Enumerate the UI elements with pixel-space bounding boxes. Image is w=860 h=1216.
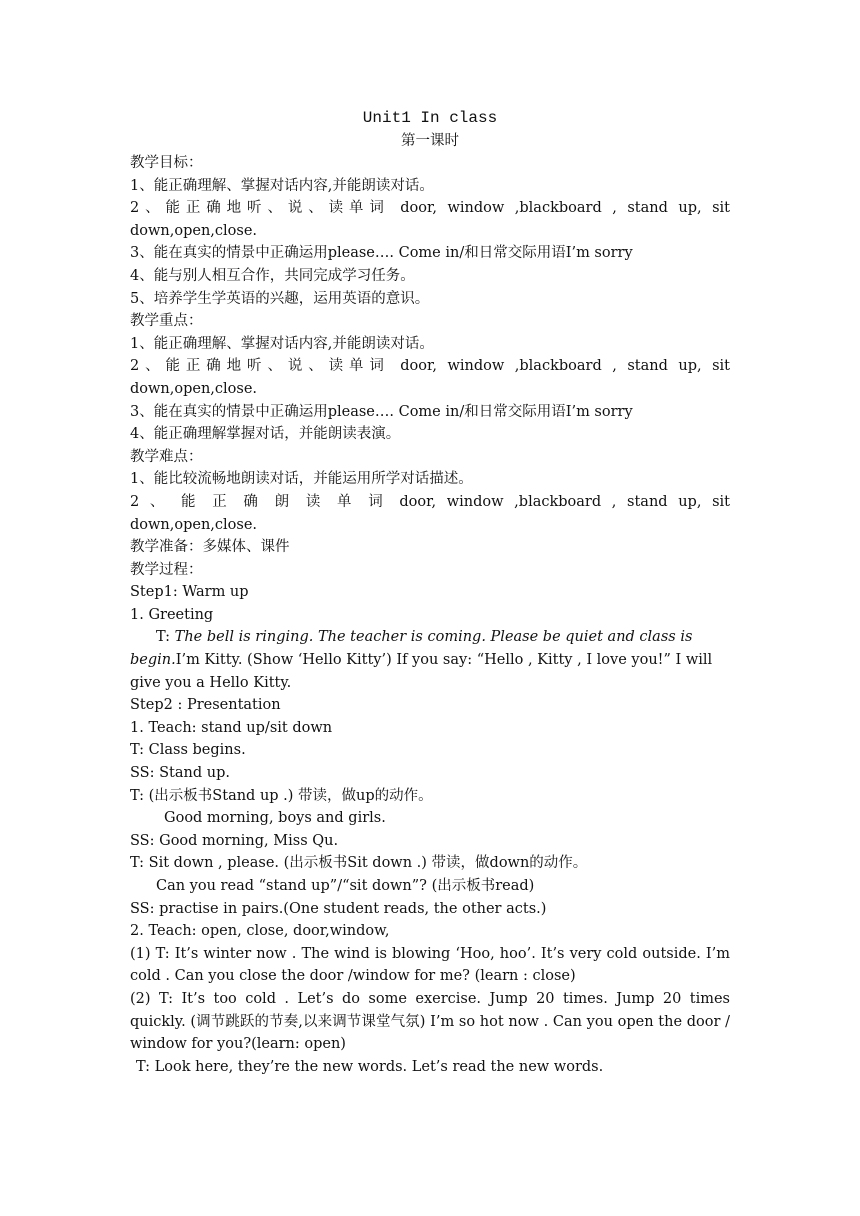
paragraph-close: (1) T: It’s winter now . The wind is blowing ‘Hoo, hoo’. It’s very cold outside. I’m cold . Can you close the door /window for me? (learn : close) xyxy=(130,945,730,985)
step1-heading: Step1: Warm up xyxy=(130,584,249,601)
teach2-heading: 2. Teach: open, close, door,window, xyxy=(130,923,390,940)
document-title: Unit1 In class xyxy=(362,109,498,127)
objective-line: 5、培养学生学英语的兴趣，运用英语的意识。 xyxy=(130,290,430,307)
document-page xyxy=(130,0,730,1078)
dialogue-line: SS: practise in pairs.(One student reads, the other acts.) xyxy=(130,900,547,917)
step2-heading: Step2 : Presentation xyxy=(130,697,281,714)
greeting-heading: 1. Greeting xyxy=(130,606,214,623)
objective-line: 2、能正确地听、说、读单词 door, window ,blackboard , stand up, sit xyxy=(130,200,730,217)
dialogue-line: T: (出示板书Stand up .) 带读，做up的动作。 xyxy=(130,787,433,804)
key-point-line: 2、能正确地听、说、读单词 door, window ,blackboard , stand up, sit xyxy=(130,358,730,375)
key-point-line: 3、能在真实的情景中正确运用please…. Come in/和日常交际用语I’m sorry xyxy=(130,403,633,420)
dialogue-line: Can you read “stand up”/“sit down”? (出示板书read) xyxy=(156,878,535,894)
new-words-line: T: Look here, they’re the new words. Let’s read the new words. xyxy=(136,1058,604,1075)
dialogue-line: SS: Stand up. xyxy=(130,765,230,782)
greeting-paragraph xyxy=(130,626,730,694)
key-point-line: down,open,close. xyxy=(130,380,258,397)
difficult-point-line: down,open,close. xyxy=(130,516,258,533)
lesson-subtitle: 第一课时 xyxy=(401,133,459,149)
greeting-speaker: T: xyxy=(156,629,175,646)
greeting-italic-text: The bell is ringing. The teacher is coming. Please be quiet and class is begin. xyxy=(130,629,693,669)
key-point-line: 1、能正确理解、掌握对话内容,并能朗读对话。 xyxy=(130,335,434,352)
teach1-heading: 1. Teach: stand up/sit down xyxy=(130,719,333,736)
objectives-heading: 教学目标： xyxy=(130,155,203,171)
process-heading: 教学过程： xyxy=(130,561,203,578)
objective-line: 1、能正确理解、掌握对话内容,并能朗读对话。 xyxy=(130,177,434,194)
preparation-line: 教学准备：多媒体、课件 xyxy=(130,539,290,556)
objective-line: 4、能与别人相互合作，共同完成学习任务。 xyxy=(130,267,415,284)
difficult-point-line: 2 、 能 正 确 朗 读 单 词 door, window ,blackboard , stand up, sit xyxy=(130,493,730,510)
greeting-rest-text: I’m Kitty. (Show ‘Hello Kitty’) If you say: “Hello , Kitty , I love you!” I will give you a Hello Kitty. xyxy=(130,652,713,691)
dialogue-line: SS: Good morning, Miss Qu. xyxy=(130,832,339,849)
dialogue-line: Good morning, boys and girls. xyxy=(164,810,386,827)
key-points-heading: 教学重点： xyxy=(130,313,203,330)
difficult-points-heading: 教学难点： xyxy=(130,448,203,465)
difficult-point-line: 1、能比较流畅地朗读对话，并能运用所学对话描述。 xyxy=(130,471,473,488)
objective-line: 3、能在真实的情景中正确运用please…. Come in/和日常交际用语I’m sorry xyxy=(130,245,633,262)
objective-line: down,open,close. xyxy=(130,222,258,239)
dialogue-line: T: Sit down , please. (出示板书Sit down .) 带读，做down的动作。 xyxy=(130,855,588,872)
key-point-line: 4、能正确理解掌握对话，并能朗读表演。 xyxy=(130,426,401,443)
paragraph-open: (2) T: It’s too cold . Let’s do some exercise. Jump 20 times. Jump 20 times quickly. (调节跳跃的节奏,以来调节课堂气氛) I’m so hot now . Can you open the door / window for you?(learn: open) xyxy=(130,990,730,1053)
dialogue-line: T: Class begins. xyxy=(130,742,246,759)
